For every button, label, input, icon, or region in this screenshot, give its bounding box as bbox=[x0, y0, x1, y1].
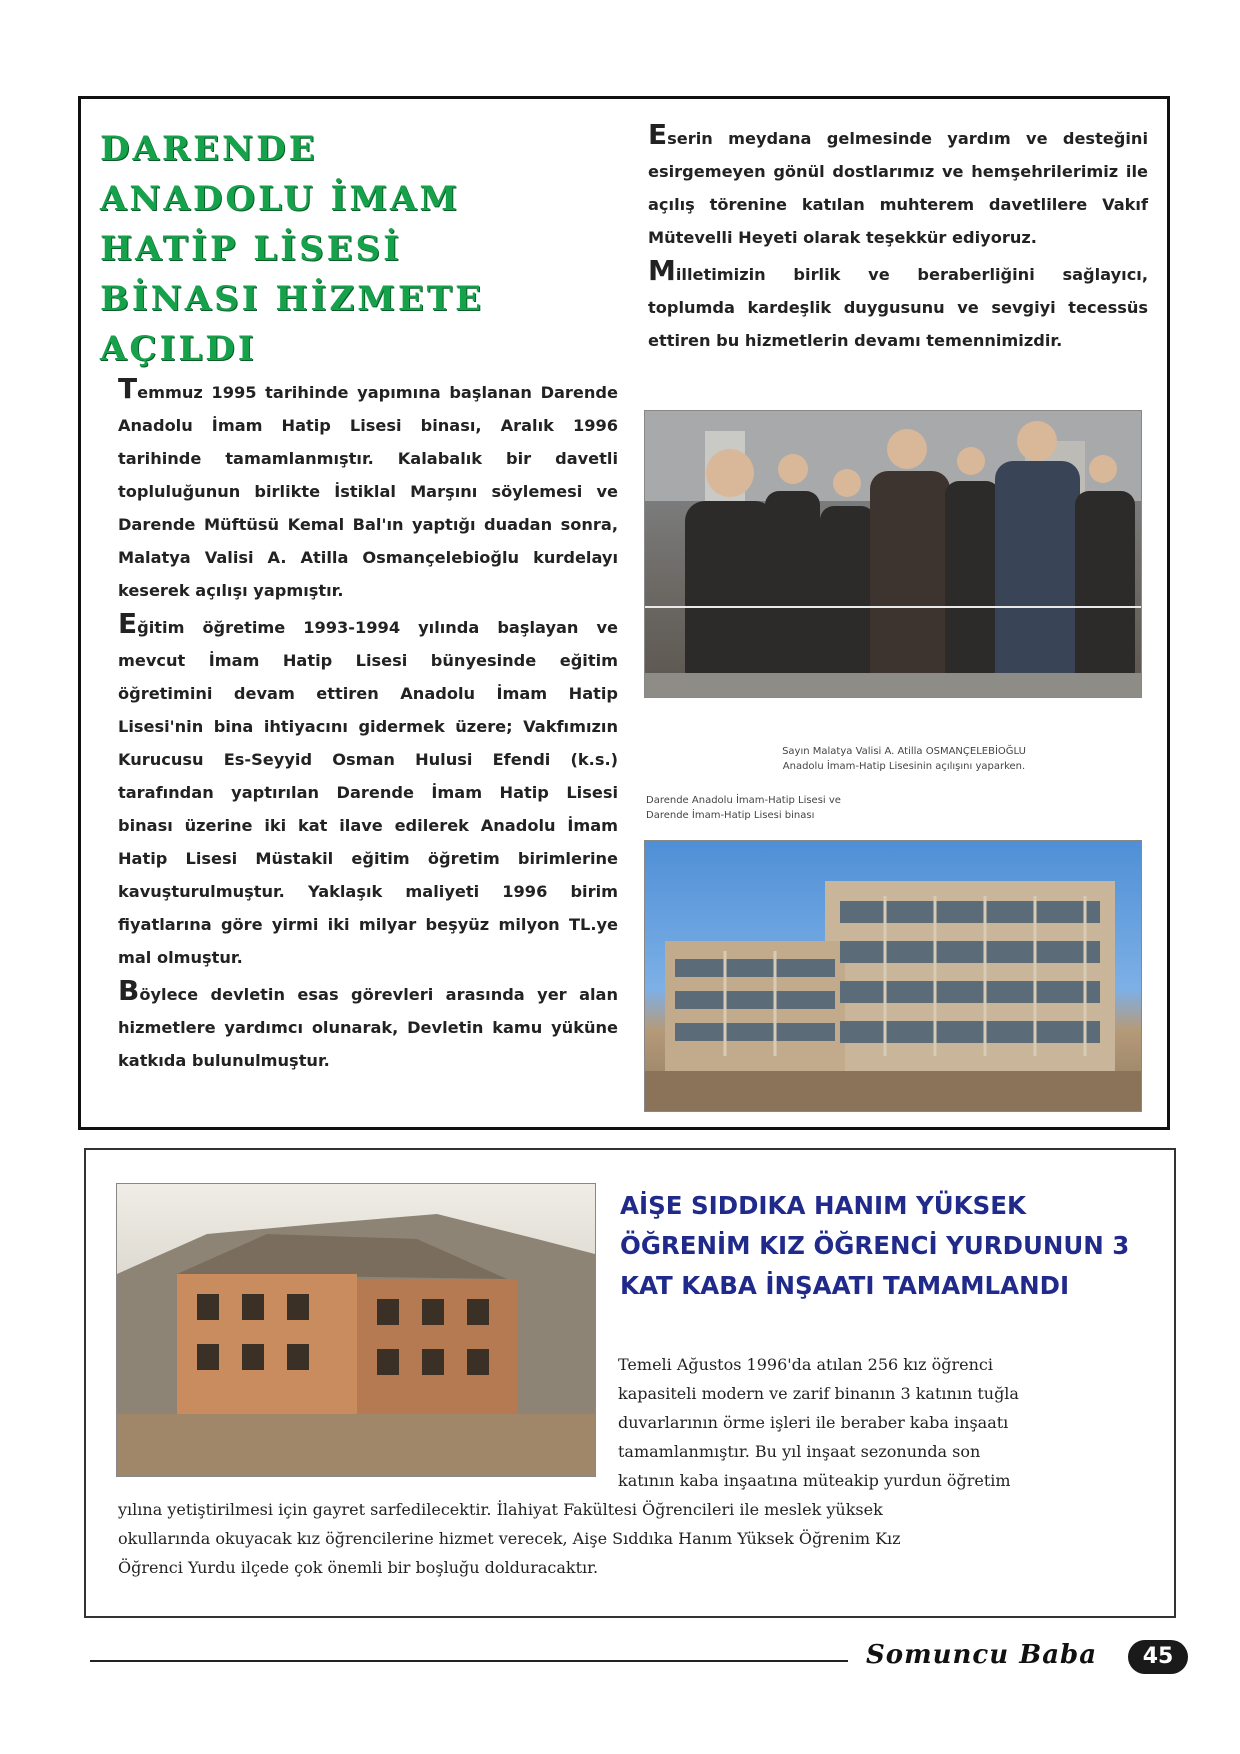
caption-line: Darende Anadolu İmam-Hatip Lisesi ve bbox=[646, 795, 841, 806]
body-line: duvarlarının örme işleri ile beraber kaba inşaatı bbox=[618, 1413, 1009, 1432]
magazine-brand: Somuncu Baba bbox=[866, 1640, 1098, 1670]
drop-cap: E bbox=[648, 118, 668, 151]
paragraph bbox=[118, 607, 618, 974]
paragraph bbox=[118, 974, 618, 1077]
paragraph-text: illetimizin birlik ve beraberliğini sağlayıcı, toplumda kardeşlik duygusunu ve sevgiyi tecessüs ettiren bu hizmetlerin devamı temennimizdir. bbox=[648, 265, 1148, 350]
paragraph-text: öylece devletin esas görevleri arasında yer alan hizmetlere yardımcı olunarak, Devletin kamu yüküne katkıda bulunulmuştur. bbox=[118, 985, 618, 1070]
ceremony-photo-art bbox=[645, 411, 1141, 697]
drop-cap: E bbox=[118, 607, 138, 640]
caption-line: Anadolu İmam-Hatip Lisesinin açılışını yaparken. bbox=[782, 761, 1026, 772]
body-line: Öğrenci Yurdu ilçede çok önemli bir boşluğu dolduracaktır. bbox=[118, 1558, 599, 1577]
article2-title: AİŞE SIDDIKA HANIM YÜKSEK ÖĞRENİM KIZ ÖĞRENCİ YURDUNUN 3 KAT KABA İNŞAATI TAMAMLANDI bbox=[620, 1191, 1130, 1300]
ceremony-photo bbox=[644, 410, 1142, 698]
article1-title: DARENDE ANADOLU İMAM HATİP LİSESİ BİNASI HİZMETE AÇILDI bbox=[100, 129, 485, 369]
ceremony-caption bbox=[684, 744, 1124, 774]
body-line: katının kaba inşaatına müteakip yurdun öğretim bbox=[618, 1471, 1011, 1490]
paragraph bbox=[648, 254, 1148, 357]
body-line: Temeli Ağustos 1996'da atılan 256 kız öğrenci bbox=[618, 1355, 993, 1374]
paragraph bbox=[648, 118, 1148, 254]
drop-cap: T bbox=[118, 372, 138, 405]
page-number: 45 bbox=[1128, 1640, 1188, 1674]
article1-right-column bbox=[648, 118, 1148, 357]
paragraph-text: serin meydana gelmesinde yardım ve desteğini esirgemeyen gönül dostlarımız ve hemşehrilerimiz ile açılış törenine katılan muhterem davetlilere Vakıf Mütevelli Heyeti olarak teşekkür ediyoruz. bbox=[648, 129, 1148, 247]
body-line: tamamlanmıştır. Bu yıl inşaat sezonunda son bbox=[618, 1442, 981, 1461]
paragraph bbox=[118, 372, 618, 607]
article1-left-column bbox=[118, 372, 618, 1077]
paragraph-text: ğitim öğretime 1993-1994 yılında başlayan ve mevcut İmam Hatip Lisesi bünyesinde eğitim öğretimini devam ettiren Anadolu İmam Hatip Lisesi'nin bina ihtiyacını gidermek üzere; Vakfımızın Kurucusu Es-Seyyid Osman Hulusi Efendi (k.s.) tarafından yaptırılan Darende İmam Hatip Lisesi binası üzerine iki kat ilave edilerek Anadolu İmam Hatip Lisesi Müstakil eğitim öğretim birimlerine kavuşturulmuştur. Yaklaşık maliyeti 1996 birim fiyatlarına göre yirmi iki milyar beşyüz milyon TL.ye mal olmuştur. bbox=[118, 618, 618, 967]
school-building-art bbox=[645, 841, 1141, 1111]
caption-line: Sayın Malatya Valisi A. Atilla OSMANÇELEBİOĞLU bbox=[782, 746, 1026, 757]
caption-line: Darende İmam-Hatip Lisesi binası bbox=[646, 810, 815, 821]
body-line: yılına yetiştirilmesi için gayret sarfedilecektir. İlahiyat Fakültesi Öğrencileri ile meslek yüksek bbox=[118, 1500, 883, 1519]
school-building-photo bbox=[644, 840, 1142, 1112]
drop-cap: B bbox=[118, 974, 140, 1007]
body-line: kapasiteli modern ve zarif binanın 3 katının tuğla bbox=[618, 1384, 1019, 1403]
footer-rule bbox=[90, 1660, 848, 1662]
paragraph-text: emmuz 1995 tarihinde yapımına başlanan Darende Anadolu İmam Hatip Lisesi binası, Aralık 1996 tarihinde tamamlanmıştır. Kalabalık bir davetli topluluğunun birlikte İstiklal Marşını söylemesi ve Darende Müftüsü Kemal Bal'ın yaptığı duadan sonra, Malatya Valisi A. Atilla Osmançelebioğlu kurdelayı keserek açılışı yapmıştır. bbox=[118, 383, 618, 600]
drop-cap: M bbox=[648, 254, 676, 287]
article2-body bbox=[118, 1350, 1148, 1582]
school-caption bbox=[646, 793, 946, 823]
body-line: okullarında okuyacak kız öğrencilerine hizmet verecek, Aişe Sıddıka Hanım Yüksek Öğrenim Kız bbox=[118, 1529, 901, 1548]
